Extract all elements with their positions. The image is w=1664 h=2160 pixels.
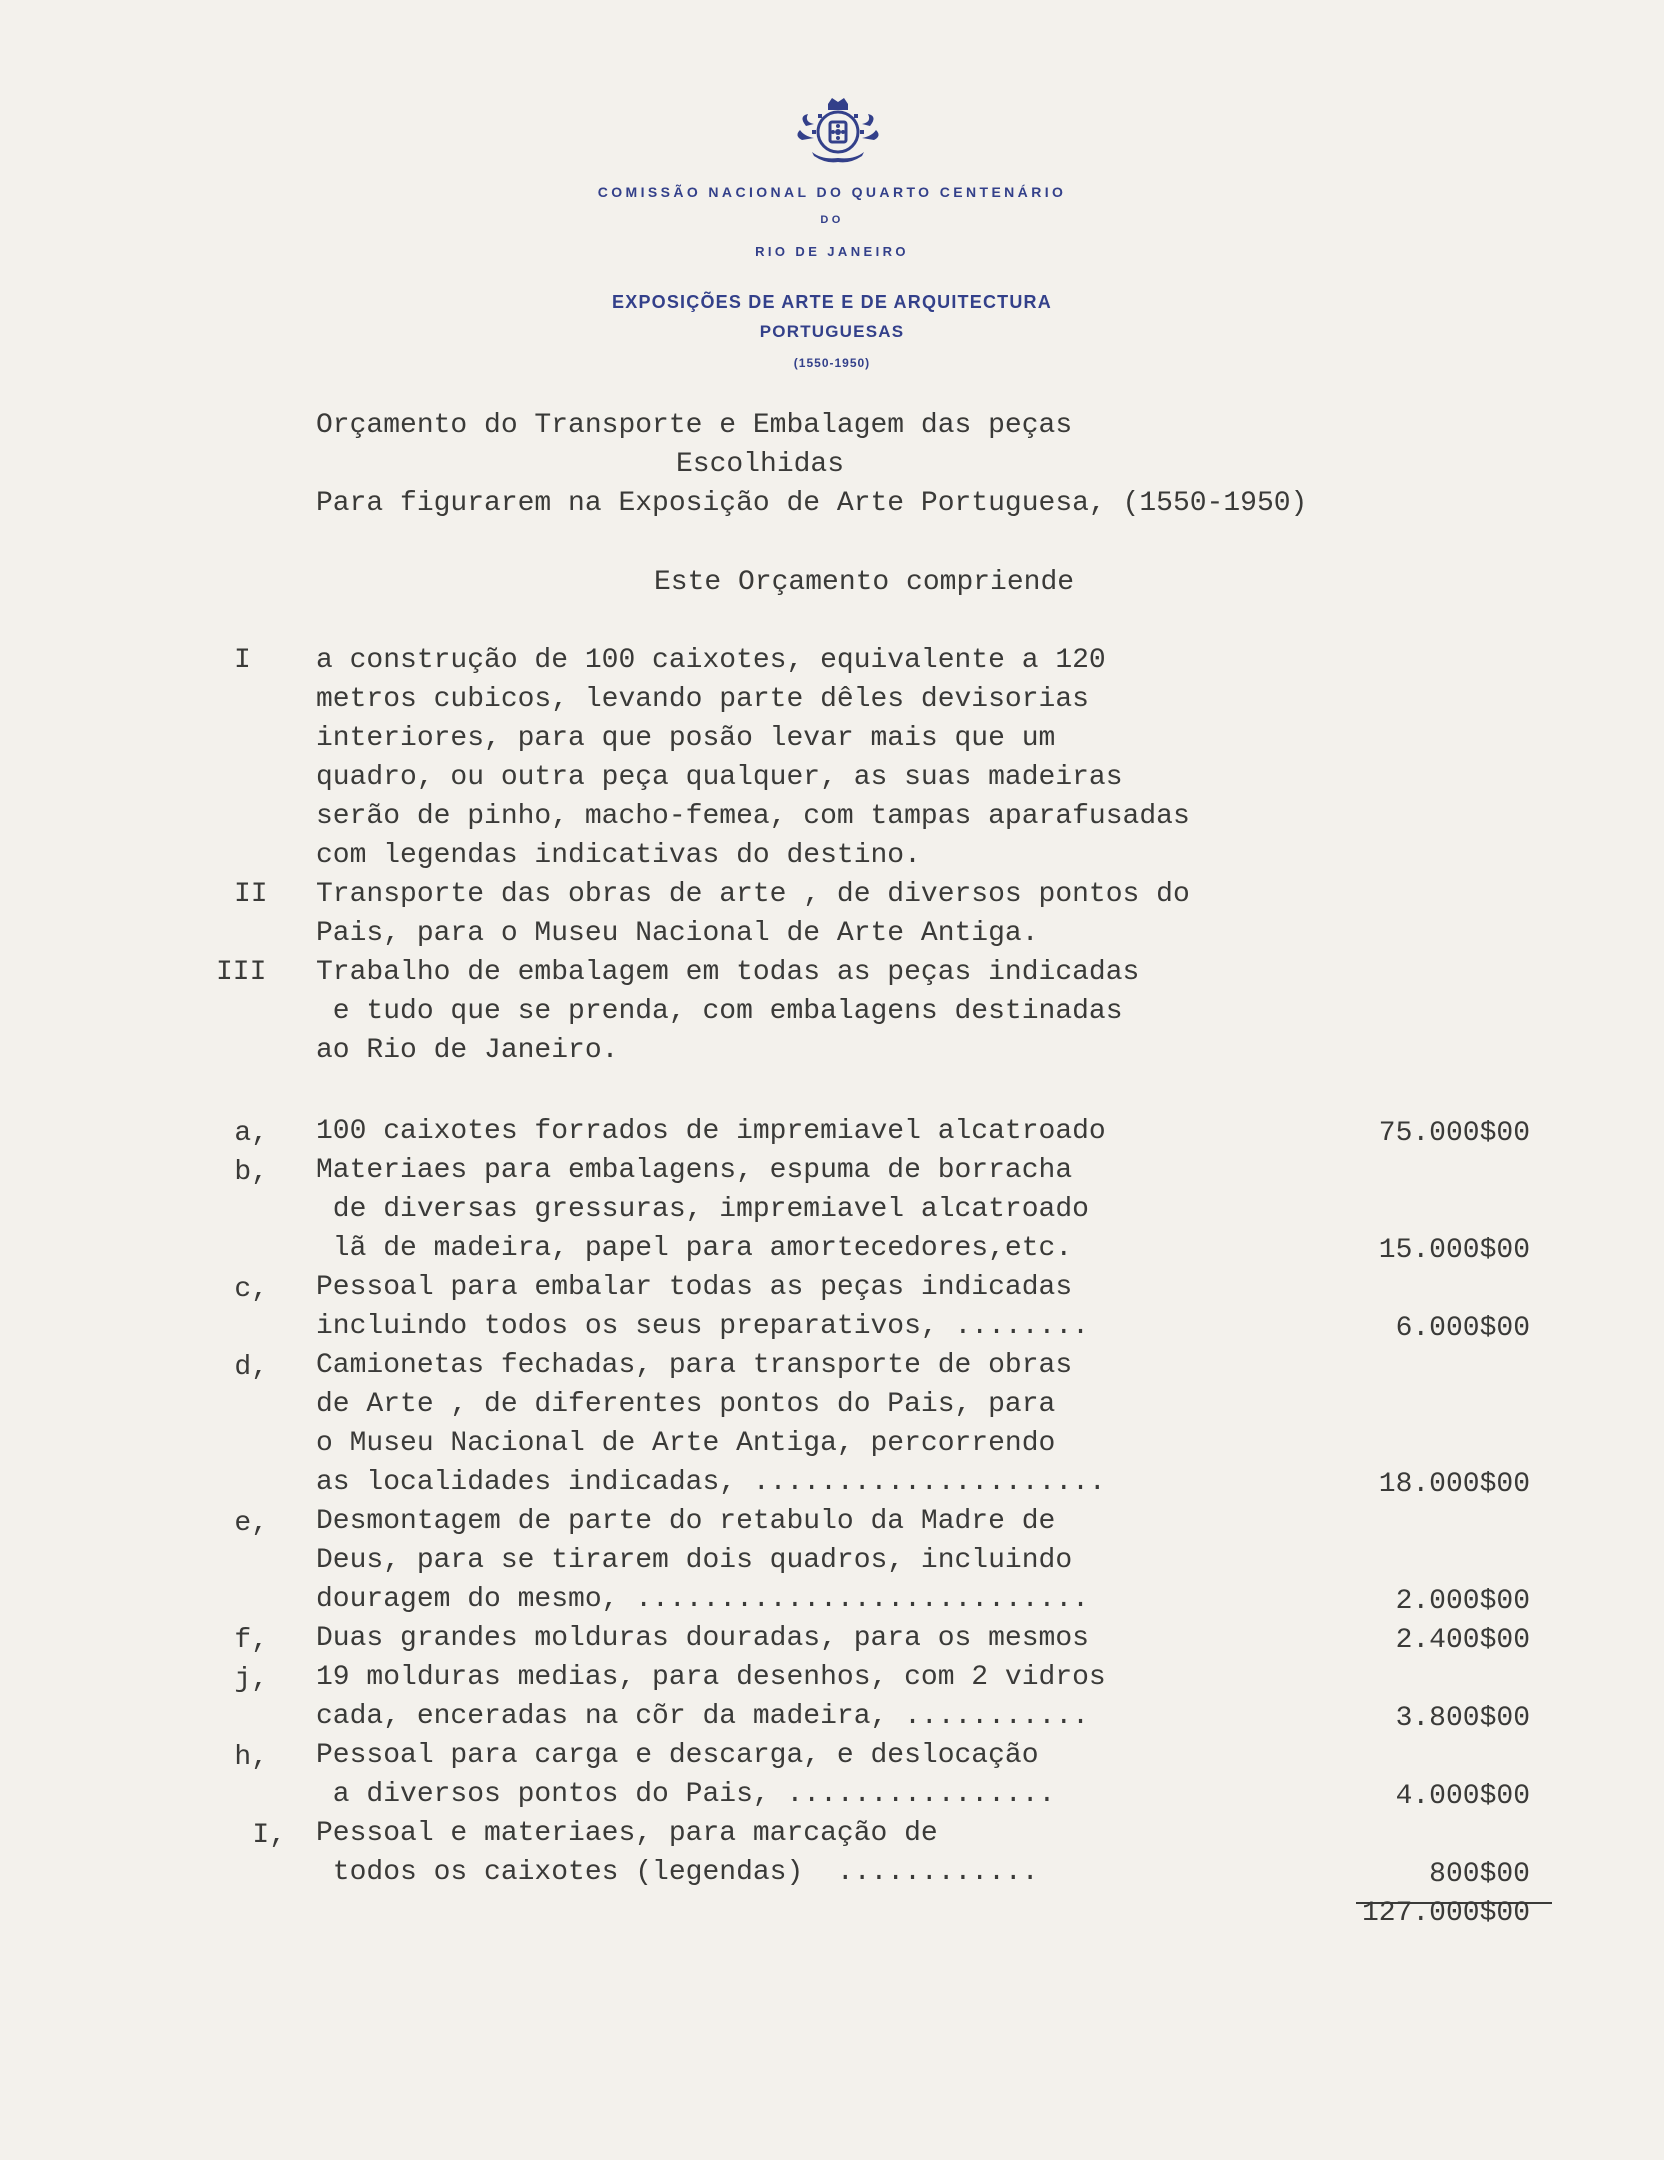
section-line: metros cubicos, levando parte dêles devisorias bbox=[316, 684, 1089, 715]
letterhead-city: RIO DE JANEIRO bbox=[755, 244, 909, 259]
item-line: Deus, para se tirarem dois quadros, incluindo bbox=[316, 1545, 1073, 1576]
section-numeral: I bbox=[234, 645, 251, 676]
section-numeral: II bbox=[234, 879, 268, 910]
title-line-1: Orçamento do Transporte e Embalagem das peças bbox=[316, 410, 1073, 441]
item-label: b, bbox=[234, 1157, 268, 1188]
item-line: lã de madeira, papel para amortecedores,etc. bbox=[316, 1233, 1073, 1264]
item-line: todos os caixotes (legendas) ............ bbox=[316, 1857, 1039, 1888]
item-line: a diversos pontos do Pais, ................ bbox=[316, 1779, 1056, 1810]
item-label: j, bbox=[234, 1664, 268, 1695]
section-line: a construção de 100 caixotes, equivalente a 120 bbox=[316, 645, 1106, 676]
section-line: serão de pinho, macho-femea, com tampas aparafusadas bbox=[316, 801, 1190, 832]
item-line: de Arte , de diferentes pontos do Pais, para bbox=[316, 1389, 1056, 1420]
item-amount: 4.000$00 bbox=[1395, 1781, 1530, 1812]
letterhead-commission: COMISSÃO NACIONAL DO QUARTO CENTENÁRIO bbox=[597, 184, 1067, 200]
item-amount: 75.000$00 bbox=[1378, 1118, 1530, 1149]
item-line: de diversas gressuras, impremiavel alcatroado bbox=[316, 1194, 1089, 1225]
section-line: interiores, para que posão levar mais que um bbox=[316, 723, 1056, 754]
section-line: Trabalho de embalagem em todas as peças indicadas bbox=[316, 957, 1140, 988]
item-line: Desmontagem de parte do retabulo da Madre de bbox=[316, 1506, 1056, 1537]
title-line-2: Escolhidas bbox=[676, 449, 845, 480]
section-line: e tudo que se prenda, com embalagens destinadas bbox=[316, 996, 1123, 1027]
letterhead-exhibitions: EXPOSIÇÕES DE ARTE E DE ARQUITECTURA bbox=[612, 292, 1052, 312]
item-line: as localidades indicadas, ..................... bbox=[316, 1467, 1106, 1498]
item-amount: 800$00 bbox=[1429, 1859, 1530, 1890]
item-line: 19 molduras medias, para desenhos, com 2 vidros bbox=[316, 1662, 1106, 1693]
item-line: Pessoal e materiaes, para marcação de bbox=[316, 1818, 938, 1849]
coat-of-arms-icon bbox=[792, 96, 884, 166]
item-line: Duas grandes molduras douradas, para os mesmos bbox=[316, 1623, 1089, 1654]
item-label: d, bbox=[234, 1352, 268, 1383]
letterhead-years: (1550-1950) bbox=[793, 356, 871, 370]
subtitle: Este Orçamento compriende bbox=[654, 567, 1075, 598]
item-amount: 6.000$00 bbox=[1395, 1313, 1530, 1344]
item-line: 100 caixotes forrados de impremiavel alcatroado bbox=[316, 1116, 1106, 1147]
item-label: f, bbox=[234, 1625, 268, 1656]
item-line: Pessoal para carga e descarga, e deslocação bbox=[316, 1740, 1039, 1771]
item-line: douragem do mesmo, ........................... bbox=[316, 1584, 1089, 1615]
item-line: Camionetas fechadas, para transporte de obras bbox=[316, 1350, 1073, 1381]
item-label: e, bbox=[234, 1508, 268, 1539]
item-line: Pessoal para embalar todas as peças indicadas bbox=[316, 1272, 1073, 1303]
item-label: I, bbox=[252, 1820, 286, 1851]
item-line: cada, enceradas na cõr da madeira, ........... bbox=[316, 1701, 1089, 1732]
item-label: a, bbox=[234, 1118, 268, 1149]
section-line: ao Rio de Janeiro. bbox=[316, 1035, 619, 1066]
item-amount: 3.800$00 bbox=[1395, 1703, 1530, 1734]
item-line: o Museu Nacional de Arte Antiga, percorrendo bbox=[316, 1428, 1056, 1459]
section-line: Pais, para o Museu Nacional de Arte Antiga. bbox=[316, 918, 1039, 949]
item-label: c, bbox=[234, 1274, 268, 1305]
section-line: quadro, ou outra peça qualquer, as suas madeiras bbox=[316, 762, 1123, 793]
item-amount: 2.400$00 bbox=[1395, 1625, 1530, 1656]
item-line: incluindo todos os seus preparativos, ........ bbox=[316, 1311, 1089, 1342]
total-amount: 127.000$00 bbox=[1361, 1898, 1530, 1929]
letterhead-portuguesas: PORTUGUESAS bbox=[759, 322, 905, 341]
section-line: com legendas indicativas do destino. bbox=[316, 840, 921, 871]
title-line-3: Para figurarem na Exposição de Arte Portuguesa, (1550-1950) bbox=[316, 488, 1308, 519]
item-amount: 2.000$00 bbox=[1395, 1586, 1530, 1617]
section-numeral: III bbox=[216, 957, 267, 988]
item-label: h, bbox=[234, 1742, 268, 1773]
item-line: Materiaes para embalagens, espuma de borracha bbox=[316, 1155, 1073, 1186]
section-line: Transporte das obras de arte , de diversos pontos do bbox=[316, 879, 1190, 910]
item-amount: 15.000$00 bbox=[1378, 1235, 1530, 1266]
letterhead-do: DO bbox=[820, 214, 844, 226]
item-amount: 18.000$00 bbox=[1378, 1469, 1530, 1500]
